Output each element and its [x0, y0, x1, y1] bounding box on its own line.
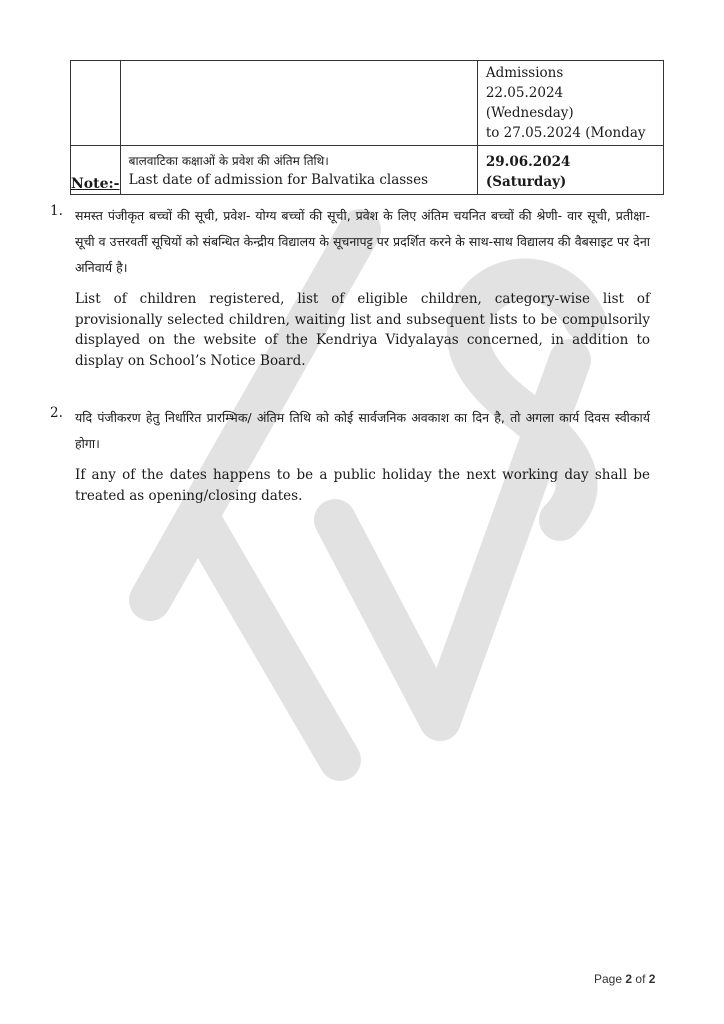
- table-row: [71, 61, 664, 146]
- date-line: Admissions: [485, 65, 564, 81]
- of-word: of: [635, 972, 646, 986]
- current-page: 2: [625, 972, 633, 986]
- date-line: 22.05.2024 (Wednesday): [485, 85, 574, 121]
- activity-cell: [120, 146, 477, 195]
- table-row: [71, 146, 664, 195]
- note-english-text: If any of the dates happens to be a public holiday the next working day shall be treated as opening/closing dates.: [75, 467, 650, 504]
- note-item-2: [50, 405, 650, 506]
- note-number: 2.: [50, 405, 63, 421]
- note-item-1: [50, 203, 650, 371]
- note-number: 1.: [50, 203, 63, 219]
- activity-english: Last date of admission for Balvatika classes: [128, 172, 429, 188]
- date-line: to 27.05.2024 (Monday: [485, 125, 646, 141]
- activity-cell: [120, 61, 477, 146]
- date-cell: [477, 146, 663, 195]
- page-word: Page: [594, 972, 623, 986]
- note-heading: Note:-: [71, 176, 120, 192]
- note-hindi-text: समस्त पंजीकृत बच्चों की सूची, प्रवेश- योग्य बच्चों की सूची, प्रवेश के लिए अंतिम चयनित बच्चों की श्रेणी- वार सूची, प्रतीक्षा-सूची व उत्तरवर्ती सूचियों को संबन्धित केन्द्रीय विद्यालय के सूचनापट्ट पर प्रदर्शित करने के साथ-साथ विद्यालय की वैबसाइट पर देना अनिवार्य है।: [75, 208, 650, 275]
- page-number-footer: [594, 972, 655, 986]
- date-cell: [477, 61, 663, 146]
- note-hindi-text: यदि पंजीकरण हेतु निर्धारित प्रारम्भिक/ अंतिम तिथि को कोई सार्वजनिक अवकाश का दिन है, तो अगला कार्य दिवस स्वीकार्य होगा।: [75, 410, 650, 451]
- note-english-text: List of children registered, list of eligible children, category-wise list of provisionally selected children, waiting list and subsequent lists to be compulsorily displayed on the website of the Kendriya Vidyalayas concerned, in addition to display on School’s Notice Board.: [75, 291, 650, 369]
- last-date: 29.06.2024 (Saturday): [485, 154, 571, 190]
- total-pages: 2: [648, 972, 656, 986]
- schedule-table: [70, 60, 664, 195]
- activity-hindi: बालवाटिका कक्षाओं के प्रवेश की अंतिम तिथि।: [128, 154, 329, 168]
- serial-cell: [71, 61, 121, 146]
